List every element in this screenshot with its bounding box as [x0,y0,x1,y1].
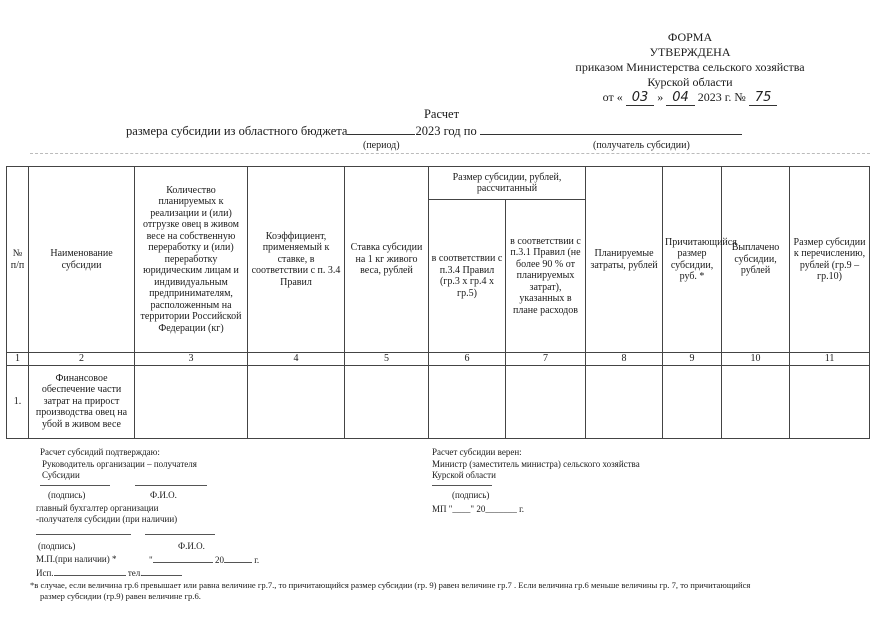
empty-cell [722,365,790,438]
right-minister: Министр (заместитель министра) сельского хозяйства [432,459,640,469]
col-transfer-header: Размер субсидии к перечислению, рублей (гр.9 – гр.10) [790,167,870,353]
right-sign-label: (подпись) [452,490,490,500]
row-number: 1. [7,365,29,438]
col-number: 9 [663,353,722,366]
left-head: Руководитель организации – получателя [42,459,197,469]
col-number: 8 [586,353,663,366]
date-year: 20 [214,555,224,565]
approval-block [540,30,840,105]
number-label: г. № [724,90,746,104]
subtitle-text: размера субсидии из областного бюджета [126,124,348,138]
col-calc34-header: в соответствии с п.3.4 Правил (гр.3 х гр.4 х гр.5) [429,200,506,353]
col-number: 7 [506,353,586,366]
col-number: 6 [429,353,506,366]
row-name: Финансовое обеспечение части затрат на прирост производства овец на убой в живом весе [29,365,135,438]
right-region: Курской области [432,470,496,480]
empty-cell [506,365,586,438]
sign-label: (подпись) [48,490,86,500]
col-rate-header: Ставка субсидии на 1 кг живого веса, рублей [345,167,429,353]
col-due-header: Причитающийся размер субсидии, руб. * [663,167,722,353]
col-number: 3 [135,353,248,366]
col-number: 10 [722,353,790,366]
date-prefix: от « [602,90,623,104]
sign-line [40,485,110,486]
approval-date [540,90,840,105]
empty-cell [429,365,506,438]
approved-label: УТВЕРЖДЕНА [649,45,731,59]
footnote-line2: размер субсидии (гр.9) равен величине гр.6. [40,591,201,601]
col-number: 11 [790,353,870,366]
date-quote: " [149,555,153,565]
recipient-label: (получатель субсидии) [593,140,690,151]
col-planned-header: Планируемые затраты, рублей [586,167,663,353]
sign-line [432,485,492,486]
col-num-header: № п/п [7,167,29,353]
sign-label: (подпись) [38,541,76,551]
doc-subtitle [126,123,742,139]
executor [36,567,182,579]
date-blank [224,554,252,563]
col-group-header: Размер субсидии, рублей, рассчитанный [429,167,586,200]
date-blank [153,554,213,563]
right-confirm: Расчет субсидии верен: [432,447,522,457]
period-blank [347,123,415,135]
col-number: 4 [248,353,345,366]
isp-label: Исп. [36,568,54,578]
footnote-line1: *в случае, если величина гр.6 превышает или равна величине гр.7., то причитающийся размер субсидии (гр. 9) равен величине гр.7 . Если величина гр.6 меньше величины гр. 7, то причитающийся [30,580,751,590]
isp-blank [54,567,126,576]
empty-cell [790,365,870,438]
right-mp: МП "____" 20_______ г. [432,504,525,514]
fio-label: Ф.И.О. [178,541,205,551]
col-number: 5 [345,353,429,366]
col-calc31-header: в соответствии с п.3.1 Правил (не более 90 % от планируемых затрат), указанных в плане расходов [506,200,586,353]
handwritten-number: 75 [749,90,778,106]
mp-left: М.П.(при наличии) * [36,554,117,564]
empty-cell [345,365,429,438]
left-confirm: Расчет субсидий подтверждаю: [40,447,160,457]
empty-cell [135,365,248,438]
col-number: 1 [7,353,29,366]
date-year: 2023 [697,90,722,104]
subsidy-table [6,166,870,439]
tel-blank [142,567,182,576]
form-label: ФОРМА [667,30,713,44]
fio-label: Ф.И.О. [150,490,177,500]
date-g: г. [254,555,260,565]
date-left [149,554,259,566]
col-quantity-header: Количество планируемых к реализации и (или) отгрузке овец в живом весе на собственную переработку и (или) переработку юридическим лицам и индивидуальным предпринимателям, расположенным на территории Российской Федерации (кг) [135,167,248,353]
handwritten-day: 03 [626,90,655,106]
date-mid: » [657,90,664,104]
empty-cell [248,365,345,438]
period-label: (период) [363,140,400,151]
footnote [30,580,860,602]
table-row [7,365,870,438]
col-coefficient-header: Коэффициент, применяемый к ставке, в соответствии с п. 3.4 Правил [248,167,345,353]
sign-line [36,534,131,535]
divider [30,153,870,154]
accountant-line1: главный бухгалтер организации [36,503,159,513]
accountant-line2: -получателя субсидии (при наличии) [36,514,178,524]
left-head2: Субсидии [42,470,80,480]
doc-title: Расчет [423,107,460,121]
recipient-blank [480,123,742,135]
subtitle-year: 2023 год по [415,124,477,138]
empty-cell [586,365,663,438]
empty-cell [663,365,722,438]
tel-label: тел. [127,568,143,578]
handwritten-month: 04 [666,90,695,106]
col-number: 2 [29,353,135,366]
col-name-header: Наименование субсидии [29,167,135,353]
fio-line [145,534,215,535]
region-text: Курской области [647,75,733,89]
fio-line [135,485,207,486]
col-paid-header: Выплачено субсидии, рублей [722,167,790,353]
order-text: приказом Министерства сельского хозяйства [575,60,805,74]
